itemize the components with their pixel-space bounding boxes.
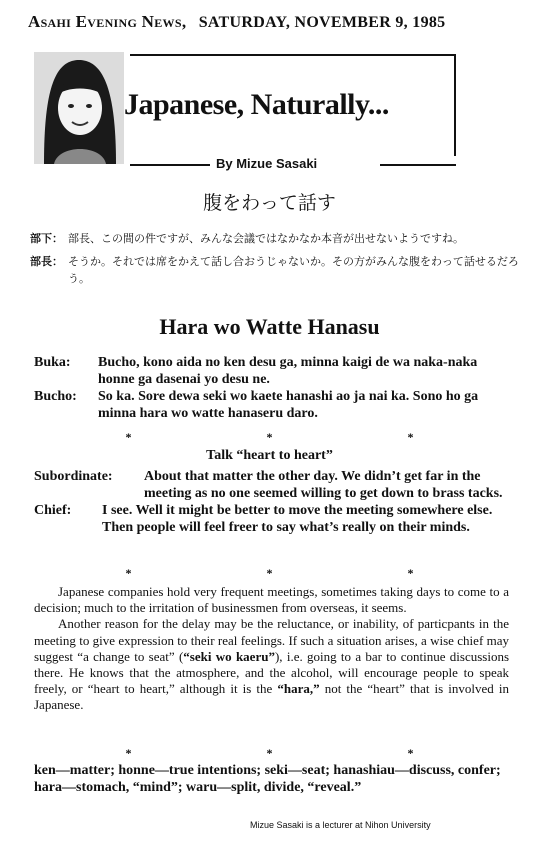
english-dialog-line — [34, 502, 509, 536]
byline: By Mizue Sasaki — [216, 156, 318, 171]
japanese-dialog-line — [30, 253, 520, 287]
english-title: Talk “heart to heart” — [206, 448, 333, 463]
japanese-dialog — [30, 230, 520, 293]
byline-rule-right — [380, 164, 456, 166]
author-photo — [34, 52, 124, 164]
speaker-label: Buka: — [34, 355, 71, 370]
author-portrait-image — [34, 52, 124, 164]
section-separator: * * * — [125, 430, 480, 444]
body-paragraph: Another reason for the delay may be the reluctance, or inability, of particpants in the meeting to give expression to their real feelings. If such a situation arises, a wise chief may suggest “a change to seat” (“seki wo kaeru”), i.e. going to a bar to continue discussions there. He knows that the atmosphere, and the alcohol, will encourage people to speak freely, or “heart to heart,” although it is the “hara,” not the “heart” that is involved in Japanese. — [34, 616, 510, 713]
speaker-label: 部下： — [30, 232, 63, 245]
english-dialog — [34, 468, 509, 536]
article-body — [34, 584, 509, 714]
romaji-dialog — [34, 354, 509, 422]
speaker-label: Bucho: — [34, 389, 77, 404]
section-separator: * * * — [125, 566, 480, 580]
speaker-label: 部長： — [30, 255, 63, 268]
japanese-dialog-line — [30, 230, 520, 247]
speaker-label: Chief: — [34, 503, 72, 518]
byline-rule-left — [130, 164, 210, 166]
masthead — [28, 12, 528, 32]
dialog-text: Bucho, kono aida no ken desu ga, minna kaigi de wa naka-naka honne ga dasenai yo desu ne. — [98, 355, 478, 387]
body-paragraph: Japanese companies hold very frequent meetings, sometimes taking days to come to a decision; much to the irritation of businessmen from overseas, it seems. — [34, 584, 509, 616]
dialog-text: I see. Well it might be better to move the meeting somewhere else. Then people will feel freer to say what’s really on their minds. — [102, 503, 493, 535]
romaji-dialog-line — [34, 388, 509, 422]
glossary: ken—matter; honne—true intentions; seki—seat; hanashiau—discuss, confer; hara—stomach, “mind”; waru—split, divide, “reveal.” — [34, 763, 501, 795]
dialog-text: そうか。それでは席をかえて話し合おうじゃないか。その方がみんな腹をわって話せるだろう。 — [68, 255, 519, 285]
dialog-text: About that matter the other day. We didn’t get far in the meeting as no one seemed willing to get down to brass tacks. — [144, 469, 503, 501]
romaji-title: Hara wo Watte Hanasu — [159, 314, 380, 339]
section-separator: * * * — [125, 746, 480, 760]
japanese-title: 腹をわって話す — [203, 192, 336, 214]
column-title: Japanese, Naturally... — [124, 88, 389, 121]
romaji-dialog-line — [34, 354, 509, 388]
author-credit: Mizue Sasaki is a lecturer at Nihon University — [250, 820, 431, 830]
newspaper-name: Asahi Evening News, — [28, 12, 187, 31]
dialog-text: 部長、この間の件ですが、みんな会議ではなかなか本音が出せないようですね。 — [68, 232, 464, 245]
issue-date: SATURDAY, NOVEMBER 9, 1985 — [198, 14, 446, 31]
english-dialog-line — [34, 468, 509, 502]
speaker-label: Subordinate: — [34, 469, 113, 484]
dialog-text: So ka. Sore dewa seki wo kaete hanashi ao ja nai ka. Sono ho ga minna hara wo watte hanaseru daro. — [98, 389, 479, 421]
